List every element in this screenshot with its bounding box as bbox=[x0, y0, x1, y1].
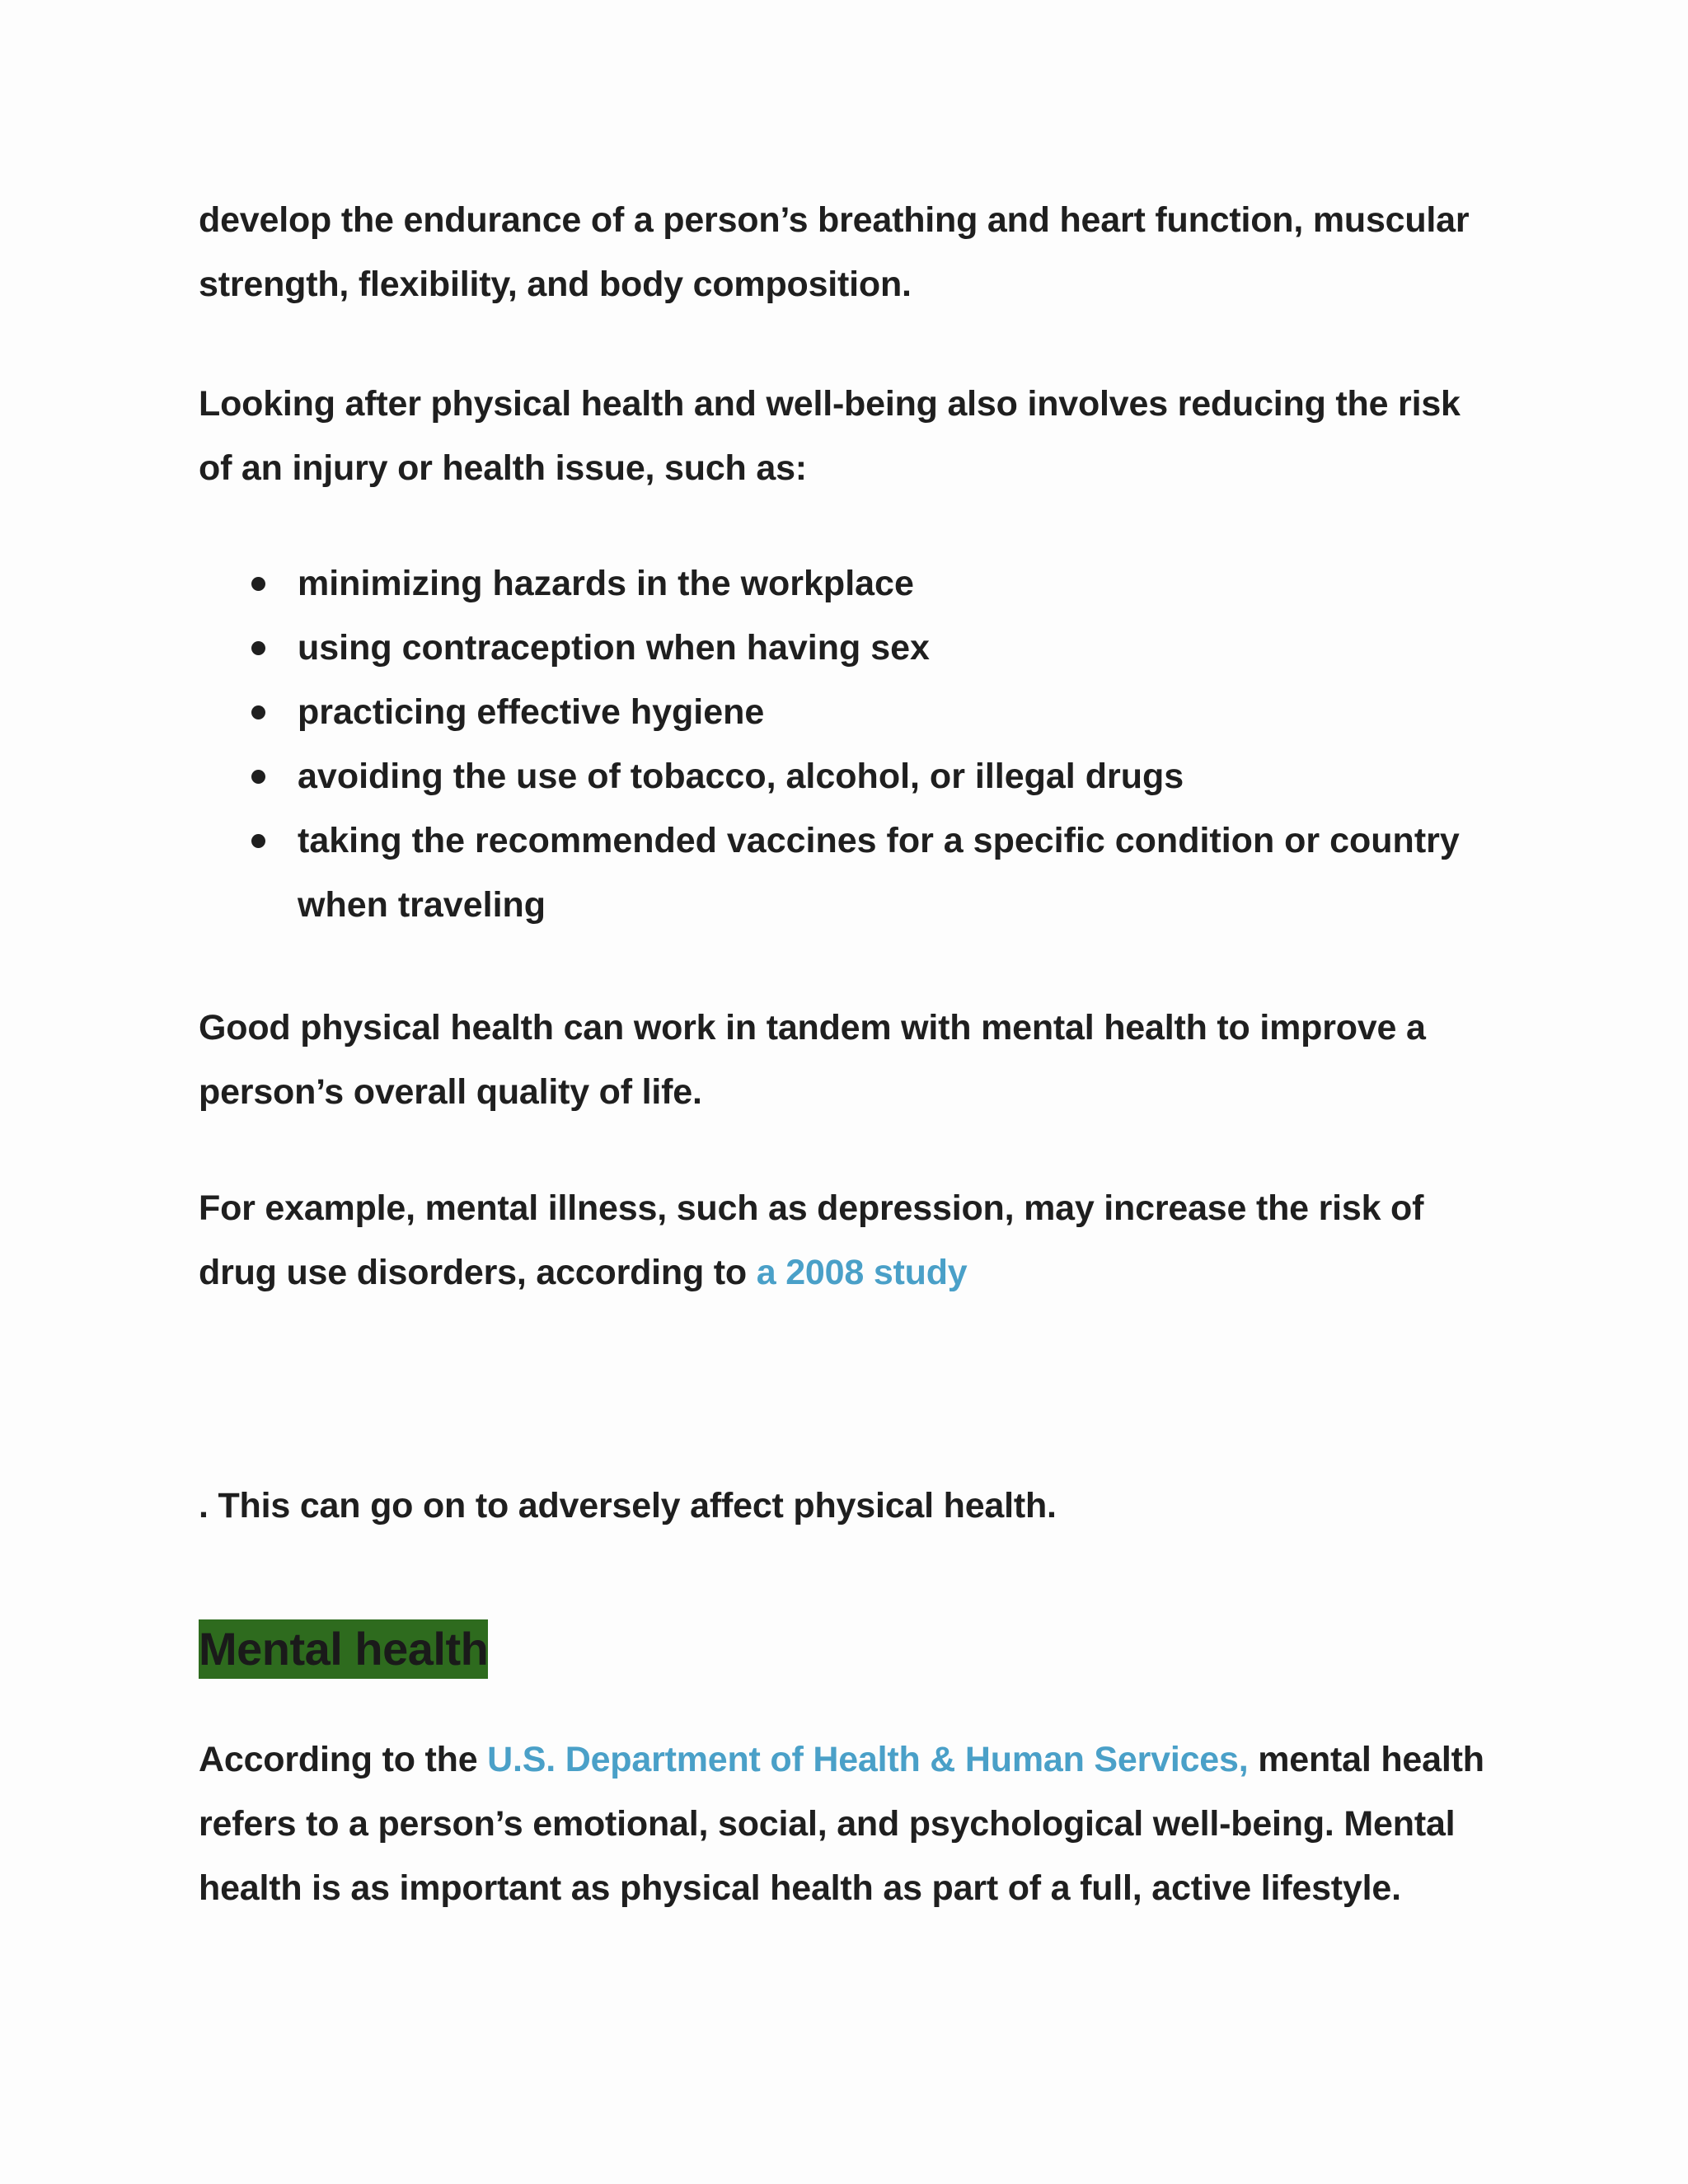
hhs-link[interactable]: U.S. Department of Health & Human Services, bbox=[487, 1740, 1249, 1779]
paragraph-mental-illness-example bbox=[199, 1176, 1501, 1305]
paragraph-text: develop the endurance of a person’s breathing and heart function, muscular strength, flexibility, and body composition. bbox=[199, 200, 1470, 304]
paragraph-text: Looking after physical health and well-being also involves reducing the risk of an injury or health issue, such as: bbox=[199, 384, 1461, 488]
paragraph-text: According to the bbox=[199, 1740, 488, 1779]
paragraph-fitness-endurance bbox=[199, 188, 1501, 316]
paragraph-text: Good physical health can work in tandem with mental health to improve a person’s overall quality of life. bbox=[199, 1008, 1426, 1112]
list-item-text: minimizing hazards in the workplace bbox=[298, 564, 914, 603]
mental-health-heading-highlight bbox=[199, 1619, 488, 1679]
list-item bbox=[199, 808, 1501, 937]
paragraph-text: mental health refers to a person’s emotional, social, and psychological well-being. Mental health is as important as physical health as part of a full, active lifestyle. bbox=[199, 1740, 1484, 1908]
risk-reduction-list bbox=[199, 551, 1501, 937]
paragraph-mental-health-definition bbox=[199, 1727, 1501, 1920]
bullet-dot-icon bbox=[251, 705, 265, 719]
bullet-dot-icon bbox=[251, 770, 265, 784]
list-item bbox=[199, 616, 1501, 680]
study-2008-link[interactable]: a 2008 study bbox=[756, 1253, 968, 1292]
paragraph-physical-mental-tandem bbox=[199, 996, 1501, 1124]
section-heading-mental-health: Mental health bbox=[199, 1623, 489, 1675]
list-item bbox=[199, 680, 1501, 744]
paragraph-text: . This can go on to adversely affect physical health. bbox=[199, 1486, 1057, 1526]
list-item bbox=[199, 551, 1501, 616]
bullet-dot-icon bbox=[251, 641, 265, 655]
list-item-text: practicing effective hygiene bbox=[298, 692, 765, 732]
paragraph-adverse-effect bbox=[199, 1474, 1501, 1538]
bullet-dot-icon bbox=[251, 834, 265, 848]
list-item-text: avoiding the use of tobacco, alcohol, or illegal drugs bbox=[298, 757, 1184, 796]
list-item-text: using contraception when having sex bbox=[298, 628, 930, 668]
list-item-text: taking the recommended vaccines for a specific condition or country when traveling bbox=[298, 821, 1460, 925]
paragraph-risk-reduction-intro bbox=[199, 372, 1501, 500]
list-item bbox=[199, 744, 1501, 808]
bullet-dot-icon bbox=[251, 577, 265, 591]
paragraph-text: For example, mental illness, such as depression, may increase the risk of drug use disorders, according to bbox=[199, 1188, 1424, 1292]
